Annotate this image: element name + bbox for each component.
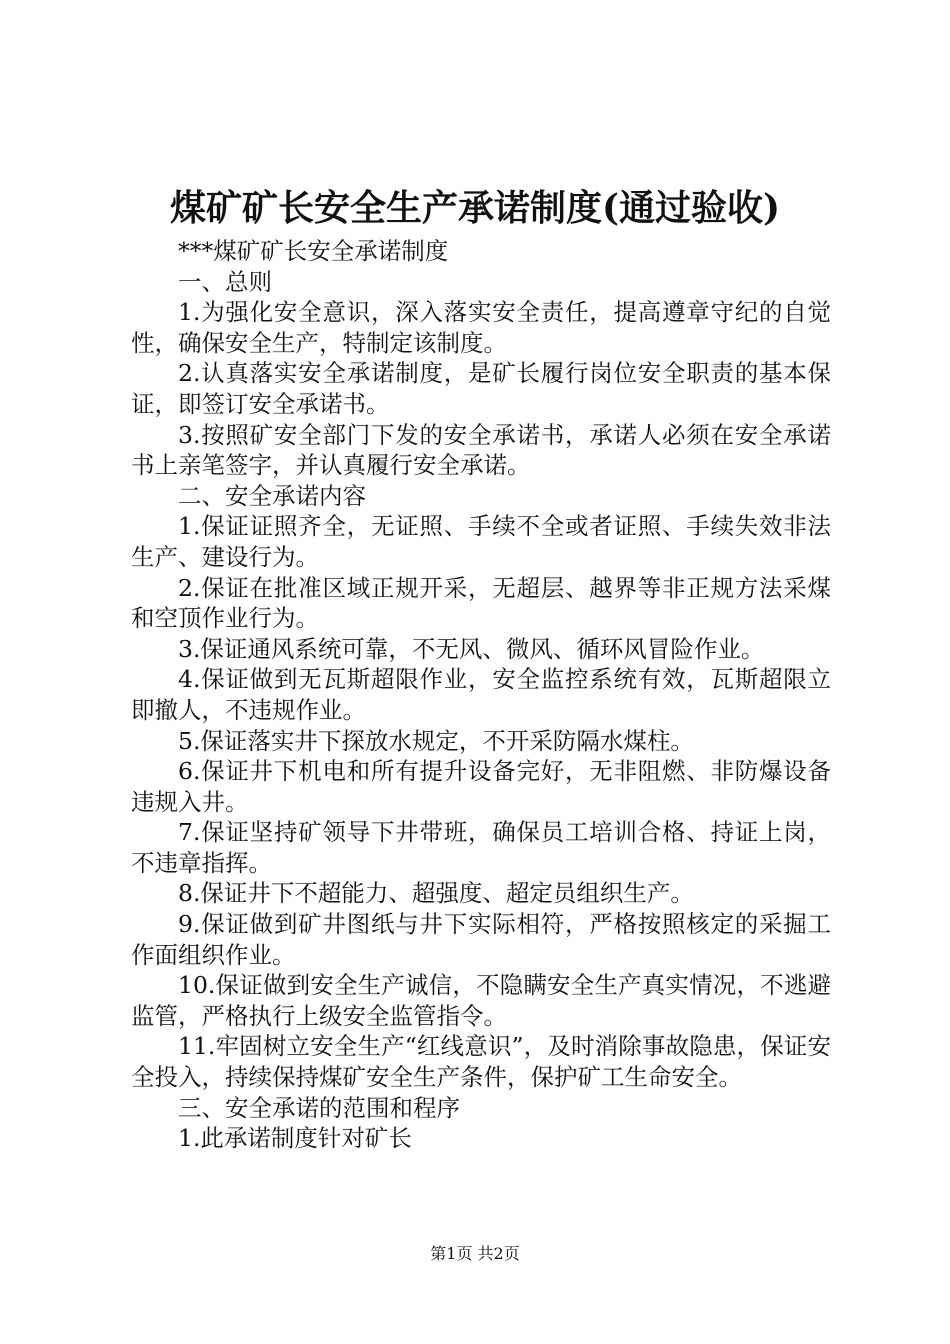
section-heading: 二、安全承诺内容 <box>178 481 366 510</box>
paragraph: 7.保证坚持矿领导下井带班，确保员工培训合格、持证上岗，不违章指挥。 <box>131 818 831 877</box>
section-heading: 三、安全承诺的范围和程序 <box>178 1093 460 1122</box>
paragraph: 1.此承诺制度针对矿长 <box>178 1124 412 1153</box>
paragraph: 1.为强化安全意识，深入落实安全责任，提高遵章守纪的自觉性，确保安全生产，特制定该制度。 <box>131 298 831 357</box>
paragraph: 1.保证证照齐全，无证照、手续不全或者证照、手续失效非法生产、建设行为。 <box>131 512 831 571</box>
document-title: 煤矿矿长安全生产承诺制度(通过验收) <box>169 187 781 229</box>
paragraph: 9.保证做到矿井图纸与井下实际相符，严格按照核定的采掘工作面组织作业。 <box>131 910 831 969</box>
paragraph: 3.按照矿安全部门下发的安全承诺书，承诺人必须在安全承诺书上亲笔签字，并认真履行安全承诺。 <box>131 420 831 480</box>
paragraph: 2.认真落实安全承诺制度，是矿长履行岗位安全职责的基本保证，即签订安全承诺书。 <box>131 359 831 418</box>
paragraph: 3.保证通风系统可靠，不无风、微风、循环风冒险作业。 <box>178 634 765 663</box>
paragraph: 5.保证落实井下探放水规定，不开采防隔水煤柱。 <box>178 726 694 755</box>
paragraph: 11.牢固树立安全生产“红线意识”，及时消除事故隐患，保证安全投入，持续保持煤矿安全生产条件，保护矿工生命安全。 <box>131 1032 831 1092</box>
paragraph: 10.保证做到安全生产诚信，不隐瞒安全生产真实情况，不逃避监管，严格执行上级安全监管指令。 <box>131 971 831 1030</box>
paragraph: 4.保证做到无瓦斯超限作业，安全监控系统有效，瓦斯超限立即撤人，不违规作业。 <box>131 665 831 724</box>
paragraph: 8.保证井下不超能力、超强度、超定员组织生产。 <box>178 879 694 908</box>
paragraph: ***煤矿矿长安全承诺制度 <box>178 237 449 265</box>
paragraph: 6.保证井下机电和所有提升设备完好，无非阻燃、非防爆设备违规入井。 <box>131 757 831 816</box>
page-number-footer: 第1页 共2页 <box>430 1244 520 1263</box>
paragraph: 2.保证在批准区域正规开采，无超层、越界等非正规方法采煤和空顶作业行为。 <box>131 573 831 633</box>
document-body <box>131 236 831 1154</box>
section-heading: 一、总则 <box>178 267 272 296</box>
